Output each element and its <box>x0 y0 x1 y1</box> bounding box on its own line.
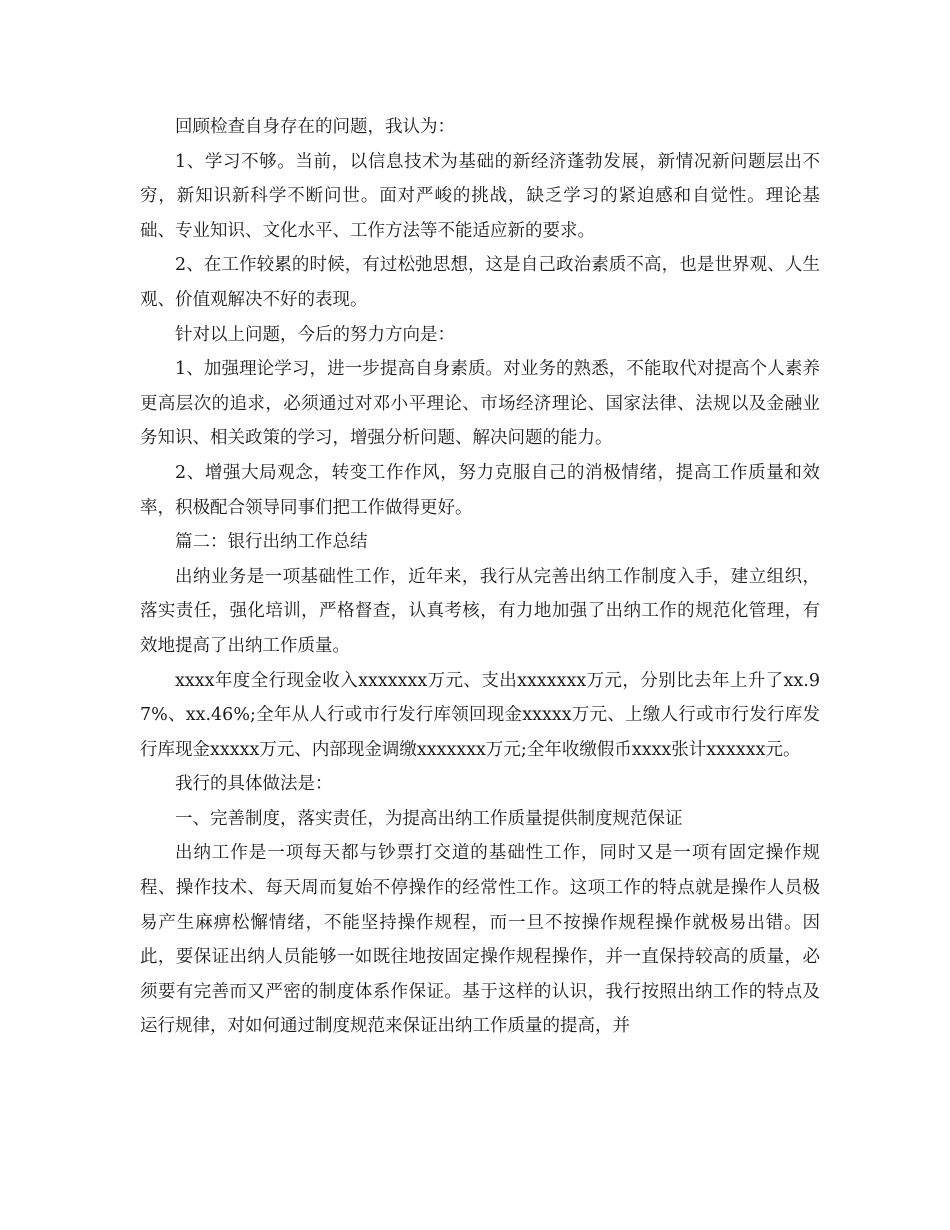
section-heading-part-two: 篇二：银行出纳工作总结 <box>175 532 368 553</box>
paragraph-annual-figures: xxxx年度全行现金收入xxxxxxx万元、支出xxxxxxx万元，分别比去年上升了xx.97%、xx.46%;全年从人行或市行发行库领回现金xxxxx万元、上缴人行或市行发行库发行库现金xxxxx万元、内部现金调缴xxxxxxx万元;全年收缴假币xxxx张计xxxxxx元。 <box>140 670 820 760</box>
paragraph-practices-intro: 我行的具体做法是： <box>175 774 333 795</box>
paragraph-practice-1-body: 出纳工作是一项每天都与钞票打交道的基础性工作，同时又是一项有固定操作规程、操作技术、每天周而复始不停操作的经常性工作。这项工作的特点就是操作人员极易产生麻痹松懈情绪，不能坚持操作规程，而一旦不按操作规程操作就极易出错。因此，要保证出纳人员能够一如既往地按固定操作规程操作，并一直保持较高的质量，必须要有完善而又严密的制度体系作保证。基于这样的认识，我行按照出纳工作的特点及运行规律，对如何通过制度规范来保证出纳工作质量的提高，并 <box>140 843 820 1037</box>
document-body <box>140 110 820 1044</box>
paragraph-problem-2: 2、在工作较累的时候，有过松弛思想，这是自己政治素质不高，也是世界观、人生观、价值观解决不好的表现。 <box>140 255 820 310</box>
paragraph-direction-intro: 针对以上问题，今后的努力方向是： <box>175 324 455 345</box>
subheading-practice-1: 一、完善制度，落实责任，为提高出纳工作质量提供制度规范保证 <box>175 808 683 829</box>
paragraph-cashier-intro: 出纳业务是一项基础性工作，近年来，我行从完善出纳工作制度入手，建立组织，落实责任，强化培训，严格督查，认真考核，有力地加强了出纳工作的规范化管理，有效地提高了出纳工作质量。 <box>140 566 820 656</box>
paragraph-direction-2: 2、增强大局观念，转变工作作风，努力克服自己的消极情绪，提高工作质量和效率，积极配合领导同事们把工作做得更好。 <box>140 462 820 518</box>
paragraph-direction-1: 1、加强理论学习，进一步提高自身素质。对业务的熟悉，不能取代对提高个人素养更高层次的追求，必须通过对邓小平理论、市场经济理论、国家法律、法规以及金融业务知识、相关政策的学习，增强分析问题、解决问题的能力。 <box>140 359 820 449</box>
paragraph-problem-1: 1、学习不够。当前，以信息技术为基础的新经济蓬勃发展，新情况新问题层出不穷，新知识新科学不断问世。面对严峻的挑战，缺乏学习的紧迫感和自觉性。理论基础、专业知识、文化水平、工作方法等不能适应新的要求。 <box>140 151 820 241</box>
paragraph-self-review-intro: 回顾检查自身存在的问题，我认为： <box>175 117 455 137</box>
